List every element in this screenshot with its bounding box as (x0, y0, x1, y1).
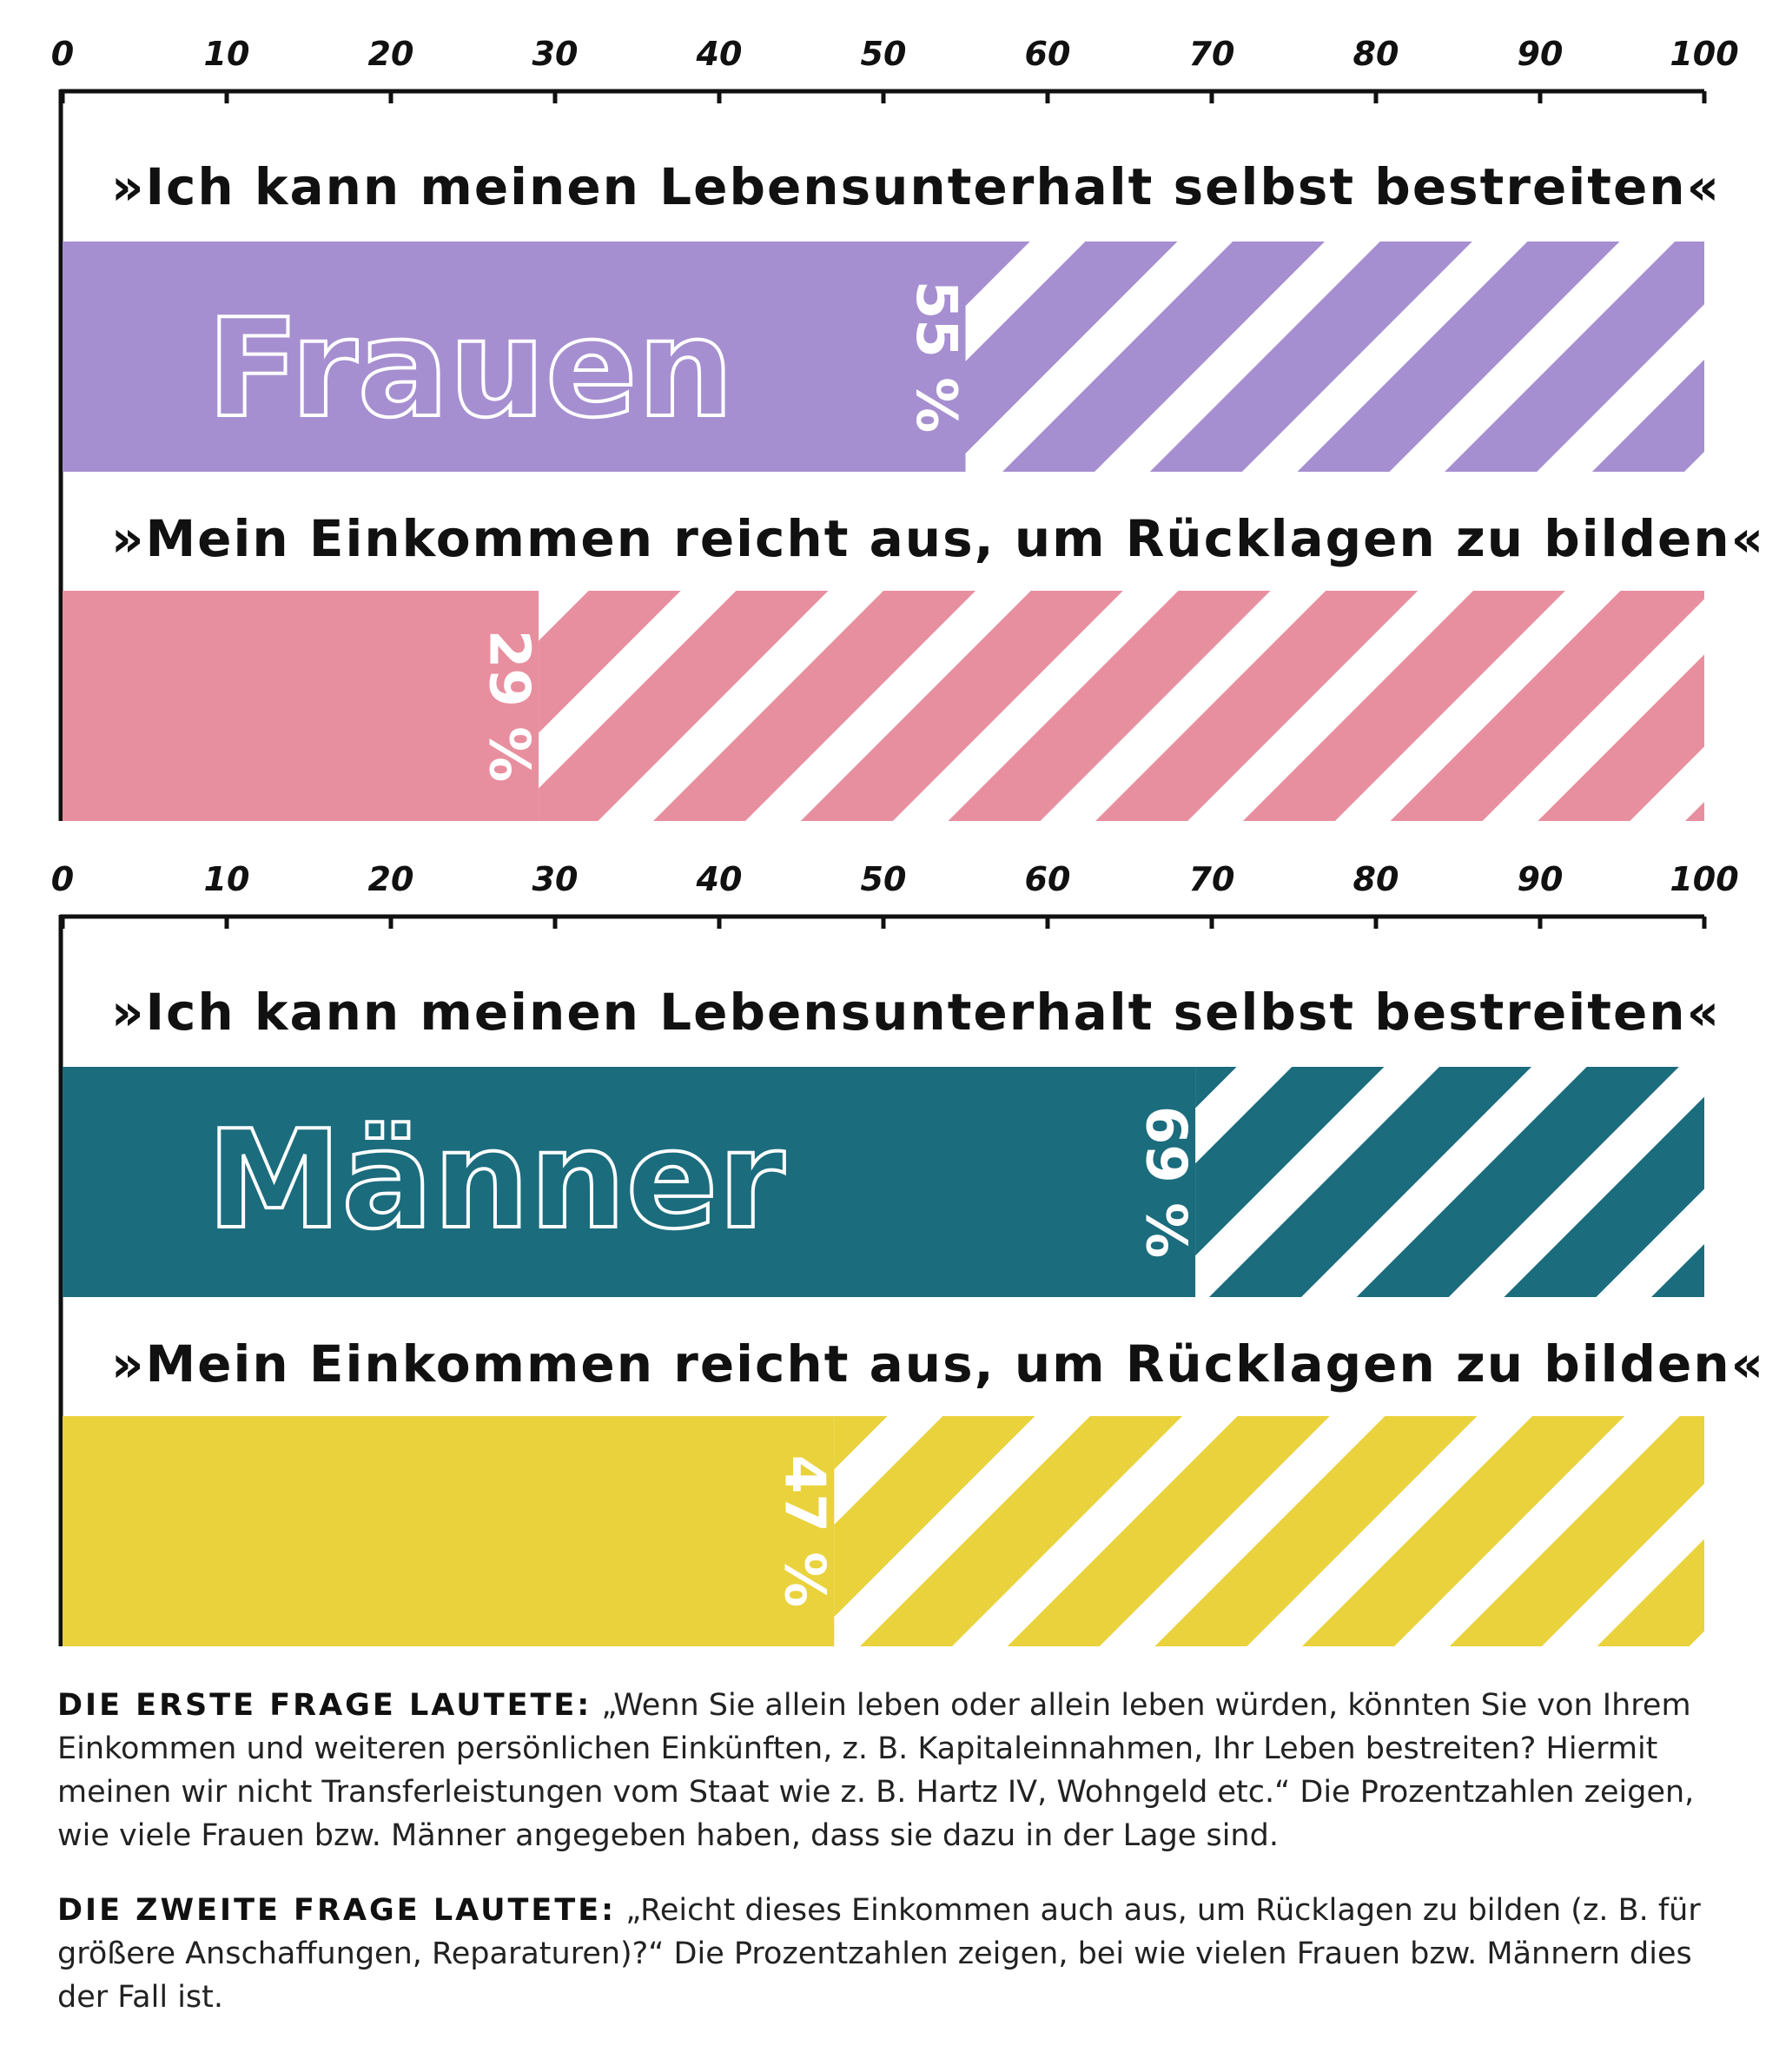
footnote-text: „Wenn Sie allein leben oder allein leben würden, könnten Sie von Ihrem Einkommen und weiteren persönlichen Einkünften, z. B. Kapitaleinnahmen, Ihr Leben bestreiten? Hiermit meinen wir nicht Transferleistungen vom Staat wie z. B. Hartz IV, Wohngeld etc.“ Die Prozentzahlen zeigen, wie viele Frauen bzw. Männer angegeben haben, dass sie dazu in der Lage sind. (57, 1688, 1695, 1853)
x-tick-label: 20 (367, 35, 414, 73)
chart-panel (51, 860, 1765, 1646)
x-tick-label: 10 (203, 860, 250, 898)
group-label: Männer (207, 1101, 785, 1259)
question-label: »Mein Einkommen reicht aus, um Rücklagen zu bilden« (111, 1334, 1766, 1393)
x-tick-label: 30 (532, 860, 579, 898)
x-tick-label: 50 (860, 35, 907, 73)
bar-value-label: 47 % (771, 1454, 837, 1608)
x-tick-label: 0 (50, 860, 75, 898)
bar (63, 1416, 834, 1646)
bar-value-label: 29 % (476, 629, 541, 783)
x-tick-label: 0 (50, 35, 75, 73)
x-tick-label: 80 (1352, 860, 1399, 898)
bar-remainder (539, 591, 1704, 821)
x-tick-label: 100 (1670, 860, 1739, 898)
x-tick-label: 90 (1517, 35, 1564, 73)
footnote-heading: DIE ERSTE FRAGE LAUTETE: (57, 1688, 592, 1723)
question-label: »Mein Einkommen reicht aus, um Rücklagen zu bilden« (111, 509, 1766, 568)
x-tick-label: 100 (1670, 35, 1739, 73)
x-tick-label: 40 (696, 35, 743, 73)
footnote-question-1 (57, 1684, 1751, 1857)
x-tick-label: 30 (532, 35, 579, 73)
x-tick-label: 70 (1188, 35, 1235, 73)
x-tick-label: 40 (696, 860, 743, 898)
bar-value-label: 55 % (903, 280, 968, 434)
bar-remainder (1195, 1067, 1704, 1297)
footnote-question-2 (57, 1889, 1751, 2019)
x-tick-label: 60 (1024, 35, 1071, 73)
x-tick-label: 70 (1188, 860, 1235, 898)
bar (63, 591, 539, 821)
footnotes (57, 1684, 1751, 2050)
footnote-text: „Reicht dieses Einkommen auch aus, um Rücklagen zu bilden (z. B. für größere Anschaffungen, Reparaturen)?“ Die Prozentzahlen zeigen, bei wie vielen Frauen bzw. Männern dies der Fall ist. (57, 1893, 1701, 2015)
question-label: »Ich kann meinen Lebensunterhalt selbst bestreiten« (111, 983, 1722, 1042)
x-tick-label: 80 (1352, 35, 1399, 73)
x-tick-label: 90 (1517, 860, 1564, 898)
question-label: »Ich kann meinen Lebensunterhalt selbst bestreiten« (111, 157, 1722, 216)
x-tick-label: 20 (367, 860, 414, 898)
group-label: Frauen (207, 289, 734, 447)
x-tick-label: 50 (860, 860, 907, 898)
bar-remainder (966, 242, 1705, 472)
chart-panel (51, 35, 1765, 821)
x-tick-label: 60 (1024, 860, 1071, 898)
footnote-heading: DIE ZWEITE FRAGE LAUTETE: (57, 1893, 617, 1928)
x-tick-label: 10 (203, 35, 250, 73)
bar-value-label: 69 % (1133, 1105, 1198, 1259)
bar-remainder (834, 1416, 1704, 1646)
